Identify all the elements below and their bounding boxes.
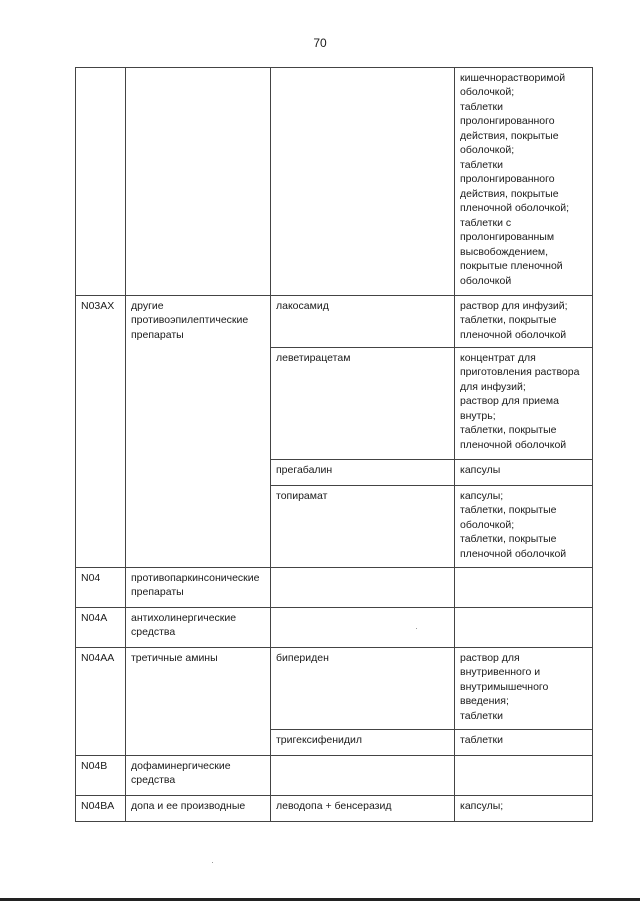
dosage-form-cell: раствор для внутривенного и внутримышечного введения; таблетки [455, 648, 593, 730]
group-name-cell: дофаминергические средства [126, 756, 271, 796]
dosage-form-cell: концентрат для приготовления раствора для инфузий; раствор для приема внутрь; таблетки, покрытые пленочной оболочкой [455, 348, 593, 460]
drug-name-cell [271, 608, 455, 648]
drug-name-cell: лакосамид [271, 296, 455, 348]
dosage-form-cell [455, 568, 593, 608]
atc-code-cell: N04A [76, 608, 126, 648]
table-row [76, 796, 593, 822]
dosage-form-cell [455, 608, 593, 648]
dosage-form-cell: таблетки [455, 730, 593, 756]
atc-code-cell: N04B [76, 756, 126, 796]
atc-code-cell [76, 68, 126, 296]
drug-name-cell: леводопа + бенсеразид [271, 796, 455, 822]
bottom-rule [0, 898, 640, 901]
drug-name-cell: тригексифенидил [271, 730, 455, 756]
group-name-cell [126, 68, 271, 296]
drug-name-cell [271, 568, 455, 608]
group-name-cell: другие противоэпилептические препараты [126, 296, 271, 568]
table-row [76, 756, 593, 796]
atc-code-cell: N03AX [76, 296, 126, 568]
scan-speck [212, 862, 213, 863]
table-row [76, 68, 593, 296]
atc-code-cell: N04BA [76, 796, 126, 822]
drug-name-cell: топирамат [271, 486, 455, 568]
table-row [76, 608, 593, 648]
dosage-form-cell [455, 756, 593, 796]
scan-speck [416, 628, 417, 629]
drug-table [75, 67, 593, 822]
atc-code-cell: N04AA [76, 648, 126, 756]
drug-name-cell: прегабалин [271, 460, 455, 486]
group-name-cell: противопаркинсонические препараты [126, 568, 271, 608]
atc-code-cell: N04 [76, 568, 126, 608]
group-name-cell: допа и ее производные [126, 796, 271, 822]
drug-name-cell: леветирацетам [271, 348, 455, 460]
dosage-form-cell: капсулы [455, 460, 593, 486]
table-row [76, 296, 593, 348]
drug-name-cell [271, 68, 455, 296]
group-name-cell: третичные амины [126, 648, 271, 756]
dosage-form-cell: капсулы; таблетки, покрытые оболочкой; таблетки, покрытые пленочной оболочкой [455, 486, 593, 568]
dosage-form-cell: раствор для инфузий; таблетки, покрытые пленочной оболочкой [455, 296, 593, 348]
table-row [76, 648, 593, 730]
page-number: 70 [313, 36, 327, 50]
drug-name-cell [271, 756, 455, 796]
drug-name-cell: бипериден [271, 648, 455, 730]
dosage-form-cell: капсулы; [455, 796, 593, 822]
dosage-form-cell: кишечнорастворимой оболочкой; таблетки пролонгированного действия, покрытые оболочкой; таблетки пролонгированного действия, покрытые пленочной оболочкой; таблетки с пролонгированным высвобождением, покрытые пленочной оболочкой [455, 68, 593, 296]
table-row [76, 568, 593, 608]
group-name-cell: антихолинергические средства [126, 608, 271, 648]
